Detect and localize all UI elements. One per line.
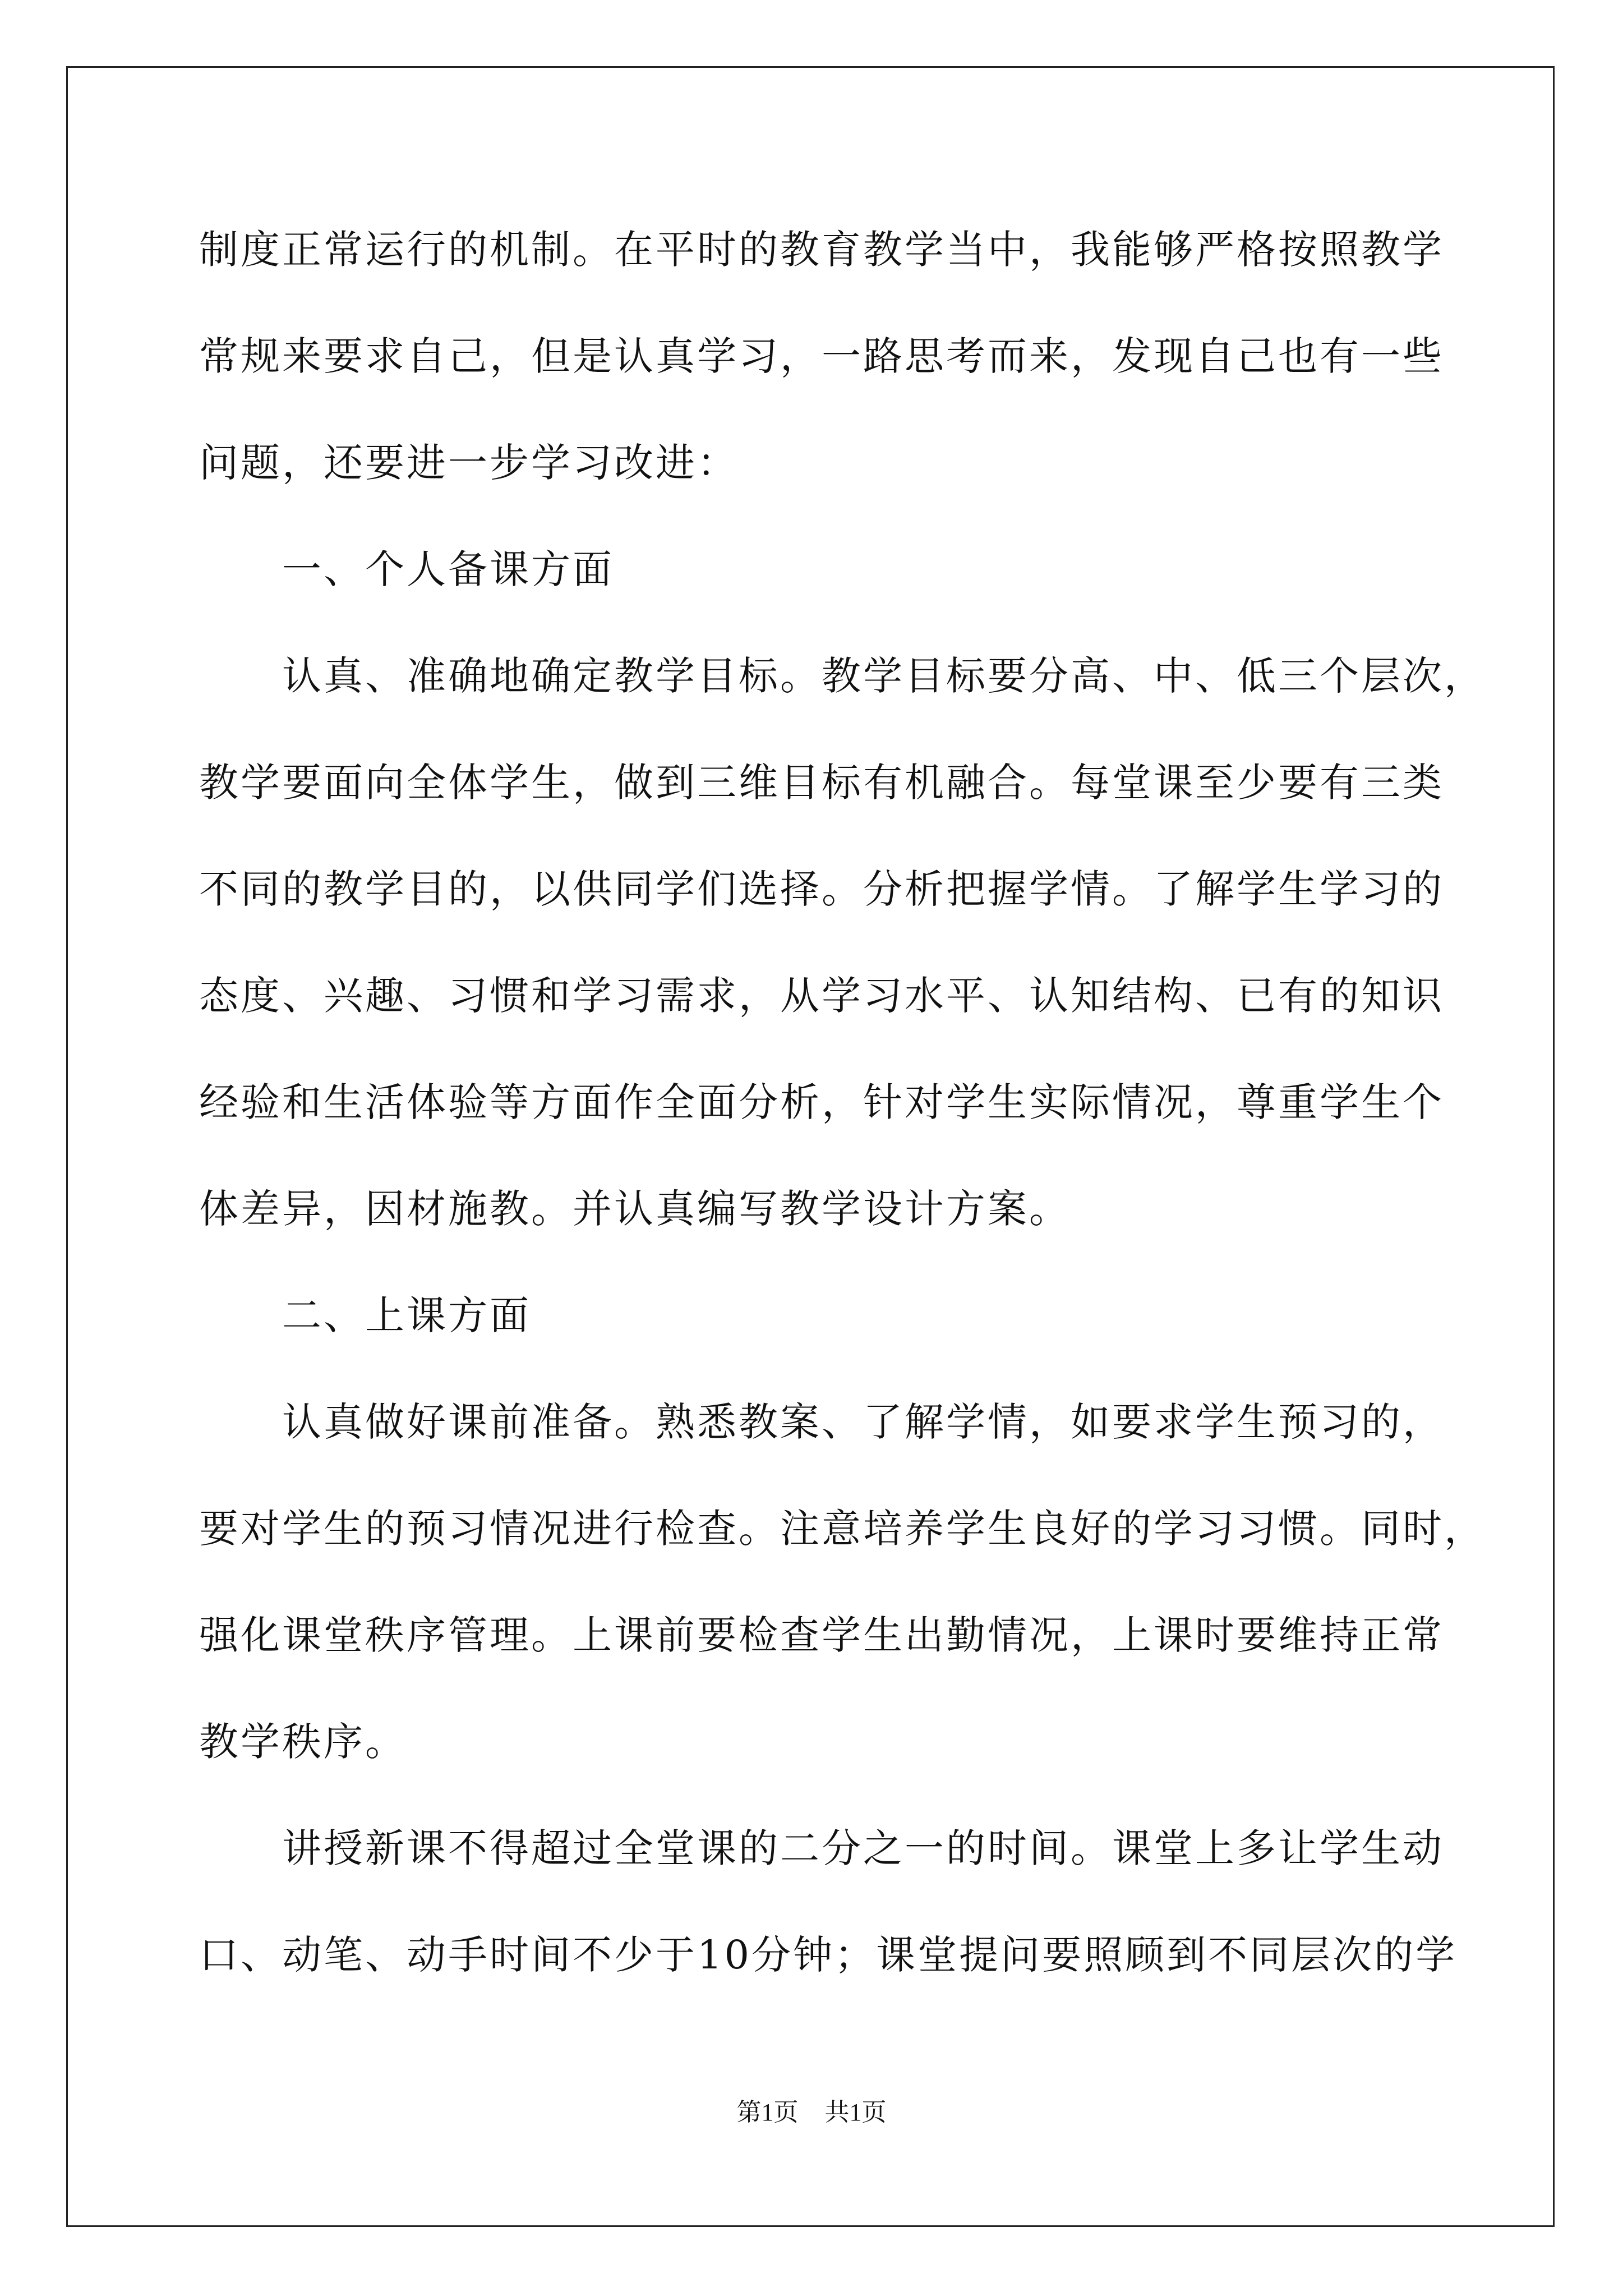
text-line: 不同的教学目的，以供同学们选择。分析把握学情。了解学生学习的: [199, 866, 1444, 912]
page-number: 第1页: [736, 2099, 799, 2126]
text-line: 要对学生的预习情况进行检查。注意培养学生良好的学习习惯。同时，: [199, 1506, 1486, 1552]
text-line: 体差异，因材施教。并认真编写教学设计方案。: [199, 1186, 1071, 1232]
text-line: 认真做好课前准备。熟悉教案、了解学情，如要求学生预习的，: [282, 1399, 1444, 1445]
text-line: 讲授新课不得超过全堂课的二分之一的时间。课堂上多让学生动: [282, 1825, 1444, 1871]
page-border: [66, 66, 1555, 2227]
text-line: 教学要面向全体学生，做到三维目标有机融合。每堂课至少要有三类: [199, 760, 1444, 806]
text-line: 认真、准确地确定教学目标。教学目标要分高、中、低三个层次，: [282, 653, 1486, 699]
section-heading: 二、上课方面: [282, 1292, 531, 1338]
text-line: 口、动笔、动手时间不少于10分钟；课堂提问要照顾到不同层次的学: [199, 1932, 1458, 1978]
page-total: 共1页: [824, 2099, 887, 2126]
text-line: 态度、兴趣、习惯和学习需求，从学习水平、认知结构、已有的知识: [199, 973, 1444, 1019]
text-line: 教学秩序。: [199, 1719, 407, 1765]
text-line: 强化课堂秩序管理。上课前要检查学生出勤情况，上课时要维持正常: [199, 1612, 1444, 1658]
text-line: 常规来要求自己，但是认真学习，一路思考而来，发现自己也有一些: [199, 333, 1444, 379]
section-heading: 一、个人备课方面: [282, 546, 614, 592]
text-line: 制度正常运行的机制。在平时的教育教学当中，我能够严格按照教学: [199, 227, 1444, 273]
page-footer: [0, 2096, 1623, 2129]
text-line: 经验和生活体验等方面作全面分析，针对学生实际情况，尊重学生个: [199, 1079, 1444, 1125]
text-line: 问题，还要进一步学习改进：: [199, 440, 739, 486]
